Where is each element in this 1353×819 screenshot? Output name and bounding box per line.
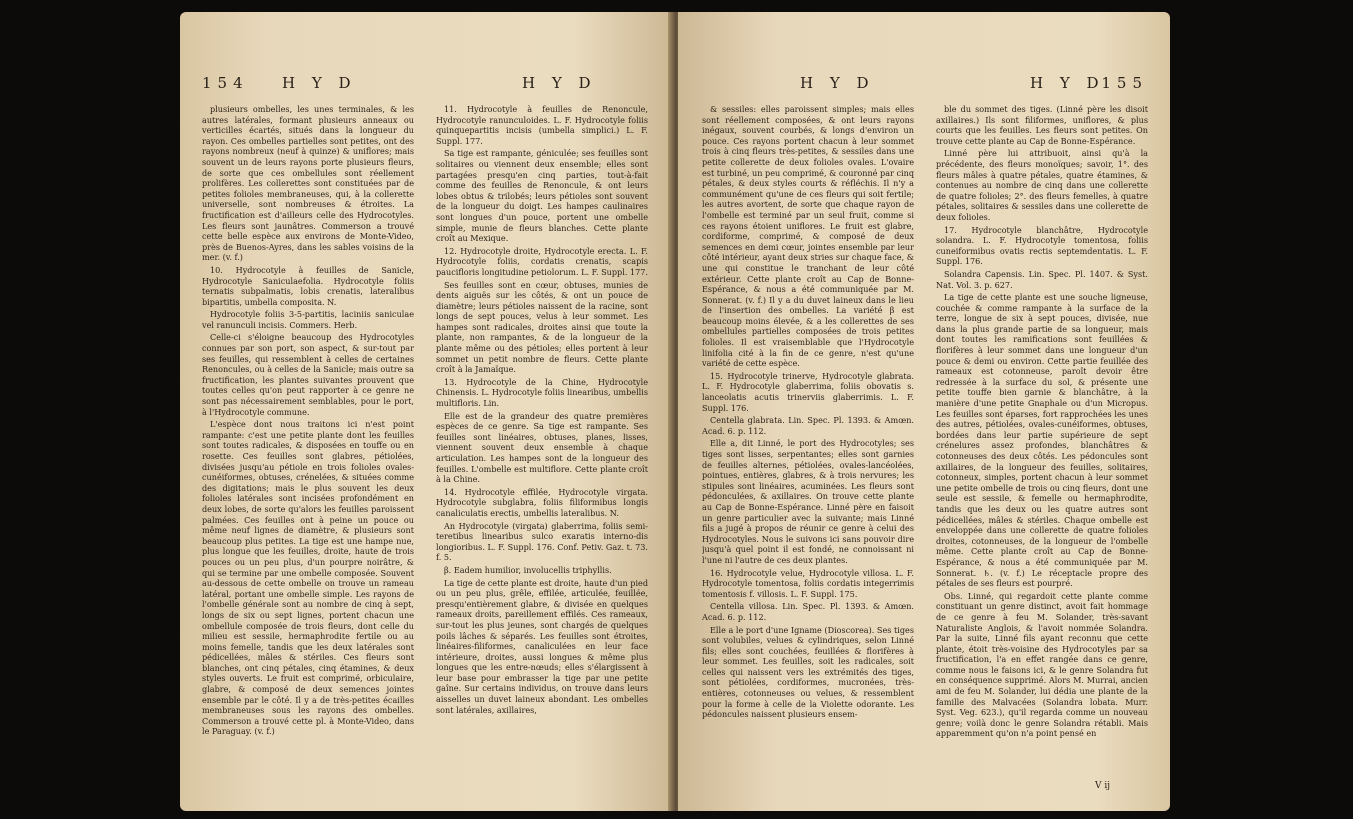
- right-running-head: [700, 74, 1148, 96]
- entry-heading: 16. Hydrocotyle velue, Hydrocotyle villosa. L. F. Hydrocotyle tomentosa, foliis cordatis integerrimis tomentosis f. villosis. L. F. Suppl. 175.: [702, 567, 914, 599]
- right-running-title: H Y D: [1030, 74, 1105, 92]
- right-page: [678, 12, 1170, 811]
- left-running-title: H Y D: [282, 74, 357, 92]
- left-running-title-second: H Y D: [522, 74, 597, 92]
- paragraph: Sa tige est rampante, géniculée; ses feuilles sont solitaires ou viennent deux ensemble; elles sont partagées presqu'en cinq parties, tout-à-fait comme des feuilles de Renoncule, & ont leurs lobes obtus & trilobés; leurs pétioles sont souvent de la longueur du doigt. Les hampes caulinaires sont longues d'un pouce, portent une ombelle simple, munie de fleurs blanches. Cette plante croît au Mexique.: [436, 148, 648, 244]
- entry-heading: 14. Hydrocotyle effilée, Hydrocotyle virgata. Hydrocotyle subglabra, foliis filiformibus longis canaliculatis erectis, umbellis lateralibus. N.: [436, 486, 648, 518]
- paragraph: plusieurs ombelles, les unes terminales, & les autres latérales, formant plusieurs anneaux ou verticilles écartés, situés dans la longueur du rayon. Ces ombelles partielles sont petites, ont des rayons nombreux (neuf à quinze) & uniflores; mais souvent un de leurs rayons porte plusieurs fleurs, de sorte que ces ombellules sont réellement prolifères. Les collerettes sont constituées par de petites folioles membraneuses, qui, à la collerette universelle, sont nombreuses & étroites. La fructification est d'ailleurs celle des Hydrocotyles. Les fleurs sont jaunâtres. Commerson a trouvé cette belle espèce aux environs de Monte-Video, près de Buenos-Ayres, dans les sables voisins de la mer. (v. f.): [202, 104, 414, 263]
- synonym: Hydrocotyle foliis 3-5-partitis, laciniis saniculae vel ranunculi incisis. Commers. Herb.: [202, 309, 414, 330]
- left-page-number: 154: [202, 74, 249, 92]
- synonym: Centella glabrata. Lin. Spec. Pl. 1393. & Amœn. Acad. 6. p. 112.: [702, 415, 914, 436]
- paragraph: Elle est de la grandeur des quatre premières espèces de ce genre. Sa tige est rampante. Ses feuilles sont linéaires, obtuses, planes, lisses, viennent souvent deux ensemble à chaque articulation. Les hampes sont de la longueur des feuilles. L'ombelle est multiflore. Cette plante croît à la Chine.: [436, 410, 648, 485]
- paragraph: Elle a le port d'une Igname (Dioscorea). Ses tiges sont volubiles, velues & cylindriques, selon Linné fils; elles sont couchées, feuillées & florifères à leur sommet. Les feuilles, soit les radicales, soit celles qui naissent vers les extrémités des tiges, sont pétiolées, cordiformes, mucronées, très-entières, cotonneuses ou velues, & ressemblent pour la forme à celle de la Violette odorante. Les pédoncules naissent plusieurs ensem-: [702, 624, 914, 720]
- left-column-1: [202, 104, 414, 794]
- entry-heading: 17. Hydrocotyle blanchâtre, Hydrocotyle solandra. L. F. Hydrocotyle tomentosa, foliis cuneiformibus ovatis rectis septemdentatis. L. F. Suppl. 176.: [936, 224, 1148, 267]
- right-column-1: [702, 104, 914, 794]
- paragraph: Celle-ci s'éloigne beaucoup des Hydrocotyles connues par son port, son aspect, & sur-tout par ses feuilles, qui ressemblent à celles de certaines Renoncules, ou à celles de la Sanicle; mais outre sa fructification, les plantes suivantes prouvent que toutes celles qu'on peut rapporter à ce genre ne sont pas nécessairement semblables, pour le port, à l'Hydrocotyle commune.: [202, 332, 414, 417]
- left-column-2: [436, 104, 648, 794]
- synonym: Centella villosa. Lin. Spec. Pl. 1393. & Amœn. Acad. 6. p. 112.: [702, 601, 914, 622]
- paragraph: La tige de cette plante est une souche ligneuse, couchée & comme rampante à la surface de la terre, longue de six à sept pouces, divisée, nue dans la plus grande partie de sa longueur, mais dont toutes les ramifications sont feuillées & florifères à leur sommet dans une longueur d'un pouce & demi ou environ. Cette partie feuillée des rameaux est cotonneuse, paroît devoir être redressée à la surface du sol, & présente une petite touffe bien garnie & blanchâtre, à la manière d'une petite Gnaphale ou d'un Micropus. Les feuilles sont éparses, fort rapprochées les unes des autres, pétiolées, ovales-cunéiformes, obtuses, bordées dans leur partie supérieure de sept crénelures assez profondes, blanchâtres & cotonneuses des deux côtés. Les pédoncules sont axillaires, de la longueur des feuilles, solitaires, cotonneux, simples, portent chacun à leur sommet une petite ombelle de trois ou cinq fleurs, dont une seule est sessile, & femelle ou hermaphrodite, tandis que les deux ou les quatre autres sont pédicellées, mâles & stériles. Chaque ombelle est enveloppée dans une collerette de quatre folioles droites, cotonneuses, de la longueur de l'ombelle même. Cette plante croît au Cap de Bonne-Espérance, & nous a été communiquée par M. Sonnerat. ♄. (v. f.) Le réceptacle propre des pétales de ses fleurs est pourpré.: [936, 292, 1148, 589]
- variety: β. Eadem humilior, involucellis triphyllis.: [444, 564, 612, 575]
- paragraph: Elle a, dit Linné, le port des Hydrocotyles; ses tiges sont lisses, serpentantes; elles sont garnies de feuilles alternes, pétiolées, ovales-lancéolées, pointues, entières, glabres, & à trois nervures; les stipules sont linéaires, acuminées. Les fleurs sont pédonculées, & axillaires. On trouve cette plante au Cap de Bonne-Espérance. Linné père en faisoit un genre particulier avec la suivante; mais Linné fils a jugé à propos de réunir ce genre à celui des Hydrocotyles. Nous le suivons ici sans pouvoir dire jusqu'à quel point il est fondé, ne connoissant ni l'une ni l'autre de ces deux plantes.: [702, 438, 914, 565]
- entry-heading: 15. Hydrocotyle trinerve, Hydrocotyle glabrata. L. F. Hydrocotyle glaberrima, foliis obovatis s. lanceolatis acutis trinerviis glaberrimis. L. F. Suppl. 176.: [702, 370, 914, 413]
- left-page: [180, 12, 672, 811]
- paragraph: ble du sommet des tiges. (Linné père les disoit axillaires.) Ils sont filiformes, uniflores, & plus courts que les feuilles. Les fleurs sont petites. On trouve cette plante au Cap de Bonne-Espérance.: [936, 104, 1148, 146]
- right-running-title-first: H Y D: [800, 74, 875, 92]
- synonym: An Hydrocotyle (virgata) glaberrima, foliis semi-teretibus linearibus sulco exaratis interno-dis longioribus. L. F. Suppl. 176. Conf. Petiv. Gaz. t. 73. f. 5.: [436, 520, 648, 563]
- right-page-number: 155: [1101, 74, 1148, 92]
- paragraph: Linné père lui attribuoit, ainsi qu'à la précédente, des fleurs monoïques; savoir, 1°. des fleurs mâles à quatre pétales, quatre étamines, & contenues au nombre de cinq dans une collerette de quatre folioles; 2°. des fleurs femelles, à quatre pétales, solitaires & sessiles dans une collerette de deux folioles.: [936, 148, 1148, 222]
- paragraph: & sessiles: elles paroissent simples; mais elles sont réellement composées, & ont leurs rayons inégaux, souvent courbés, & longs d'environ un pouce. Ces rayons portent chacun à leur sommet trois à cinq fleurs très-petites, & sessiles dans une petite collerette de deux folioles ovales. L'ovaire est turbiné, un peu comprimé, & couronné par cinq pétales, & deux styles courts & réfléchis. Il n'y a communément qu'une de ces fleurs qui soit fertile; les autres avortent, de sorte que chaque rayon de l'ombelle est terminé par un seul fruit, comme si ces rayons étoient uniflores. Le fruit est glabre, cordiforme, comprimé, & composé de deux semences en demi cœur, jointes ensemble par leur côté intérieur, ayant deux stries sur chaque face, & une qui constitue le tranchant de leur côté extérieur. Cette plante croît au Cap de Bonne-Espérance, & nous a été communiquée par M. Sonnerat. (v. f.) Il y a du duvet laineux dans le lieu de l'insertion des ombelles. La variété β est beaucoup moins élevée, & a les collerettes de ses ombellules partielles composées de trois petites folioles. Il est vraisemblable que l'Hydrocotyle linifolia cité à la fin de ce genre, n'est qu'une variété de cette espèce.: [702, 104, 914, 369]
- synonym: Solandra Capensis. Lin. Spec. Pl. 1407. & Syst. Nat. Vol. 3. p. 627.: [936, 268, 1148, 290]
- entry-heading: 13. Hydrocotyle de la Chine, Hydrocotyle Chinensis. L. Hydrocotyle foliis linearibus, umbellis multifloris. Lin.: [436, 376, 648, 409]
- right-column-2: [936, 104, 1148, 794]
- paragraph: La tige de cette plante est droite, haute d'un pied ou un peu plus, grêle, effilée, articulée, feuillée, presqu'entièrement glabre, & divisée en quelques rameaux droits, pareillement effilés. Ces rameaux, sur-tout les plus jeunes, sont chargés de quelques poils lâches & séparés. Les feuilles sont étroites, linéaires-filiformes, canaliculées en leur face intérieure, droites, aussi longues & même plus longues que les entre-nœuds; elles s'élargissent à leur base pour embrasser la tige par une petite gaîne. Sur certains individus, on trouve dans leurs aisselles un duvet laineux abondant. Les ombelles sont latérales, axillaires,: [436, 577, 648, 715]
- paragraph: Ses feuilles sont en cœur, obtuses, munies de dents aiguës sur les côtés, & ont un pouce de diamètre; leurs pétioles naissent de la racine, sont longs de sept pouces, velus à leur sommet. Les hampes sont radicales, droites ainsi que toute la plante, non rampantes, & de la longueur de la plante même ou des pétioles; elles portent à leur sommet un petit nombre de fleurs. Cette plante croît à la Jamaïque.: [436, 279, 648, 375]
- entry-heading: 11. Hydrocotyle à feuilles de Renoncule, Hydrocotyle ranunculoides. L. F. Hydrocotyle foliis quinquepartitis incisis (umbella simplici.) L. F. Suppl. 177.: [436, 104, 648, 146]
- left-running-head: [202, 74, 650, 96]
- paragraph: L'espèce dont nous traitons ici n'est point rampante: c'est une petite plante dont les feuilles sont toutes radicales, & disposées en touffe ou en rosette. Ces feuilles sont glabres, pétiolées, divisées jusqu'au pétiole en trois folioles ovales-cunéiformes, obtuses, crénelées, & situées comme des digitations; mais le plus souvent les deux folioles latérales sont incisées profondément en deux lobes, de sorte qu'alors les feuilles paroissent palmées. Ces feuilles ont à peine un pouce ou même neuf lignes de diamètre, & plusieurs sont beaucoup plus petites. La tige est une hampe nue, plus longue que les feuilles, droite, haute de trois pouces ou un peu plus, d'un pourpre noirâtre, & qui se termine par une ombelle composée. Souvent au-dessous de cette ombelle on trouve un rameau latéral, portant une ombelle simple. Les rayons de l'ombelle générale sont au nombre de cinq à sept, longs de six ou sept lignes, portent chacun une ombellule composée de trois fleurs, dont celle du milieu est sessile, hermaphrodite fertile ou au moins femelle, tandis que les deux latérales sont pédicellées, mâles & stériles. Ces fleurs sont blanches, ont cinq pétales, cinq étamines, & deux styles ouverts. Le fruit est comprimé, orbiculaire, glabre, & composé de deux semences jointes ensemble par le côté. Il y a de très-petites écailles membraneuses sous les rayons des ombelles. Commerson a trouvé cette pl. à Monte-Video, dans le Paraguay. (v. f.): [202, 419, 414, 737]
- signature-mark: V ij: [1094, 781, 1110, 791]
- entry-heading: 10. Hydrocotyle à feuilles de Sanicle, Hydrocotyle Saniculaefolia. Hydrocotyle foliis ternatis subpalmatis, lobis crenatis, lateralibus bipartitis, umbella composita. N.: [202, 264, 414, 307]
- observation: Obs. Linné, qui regardoit cette plante comme constituant un genre distinct, avoit fait hommage de ce genre à feu M. Solander, très-savant Naturaliste Anglois, & l'avoit nommée Solandra. Par la suite, Linné fils ayant reconnu que cette plante, étoit très-voisine des Hydrocotyles par sa fructification, l'a en effet rangée dans ce genre, comme nous le faisons ici, & le genre Solandra fut en conséquence supprimé. Alors M. Murrai, ancien ami de feu M. Solander, lui dédia une plante de la famille des Malvacées (Solandra lobata. Murr. Syst. Veg. 623.), qu'il regarda comme un nouveau genre; voilà donc le genre Solandra rétabli. Mais apparemment qu'on n'a point pensé en: [936, 590, 1148, 739]
- entry-heading: 12. Hydrocotyle droite, Hydrocotyle erecta. L. F. Hydrocotyle foliis, cordatis crenatis, scapis paucifloris longitudine petiolorum. L. F. Suppl. 177.: [436, 245, 648, 277]
